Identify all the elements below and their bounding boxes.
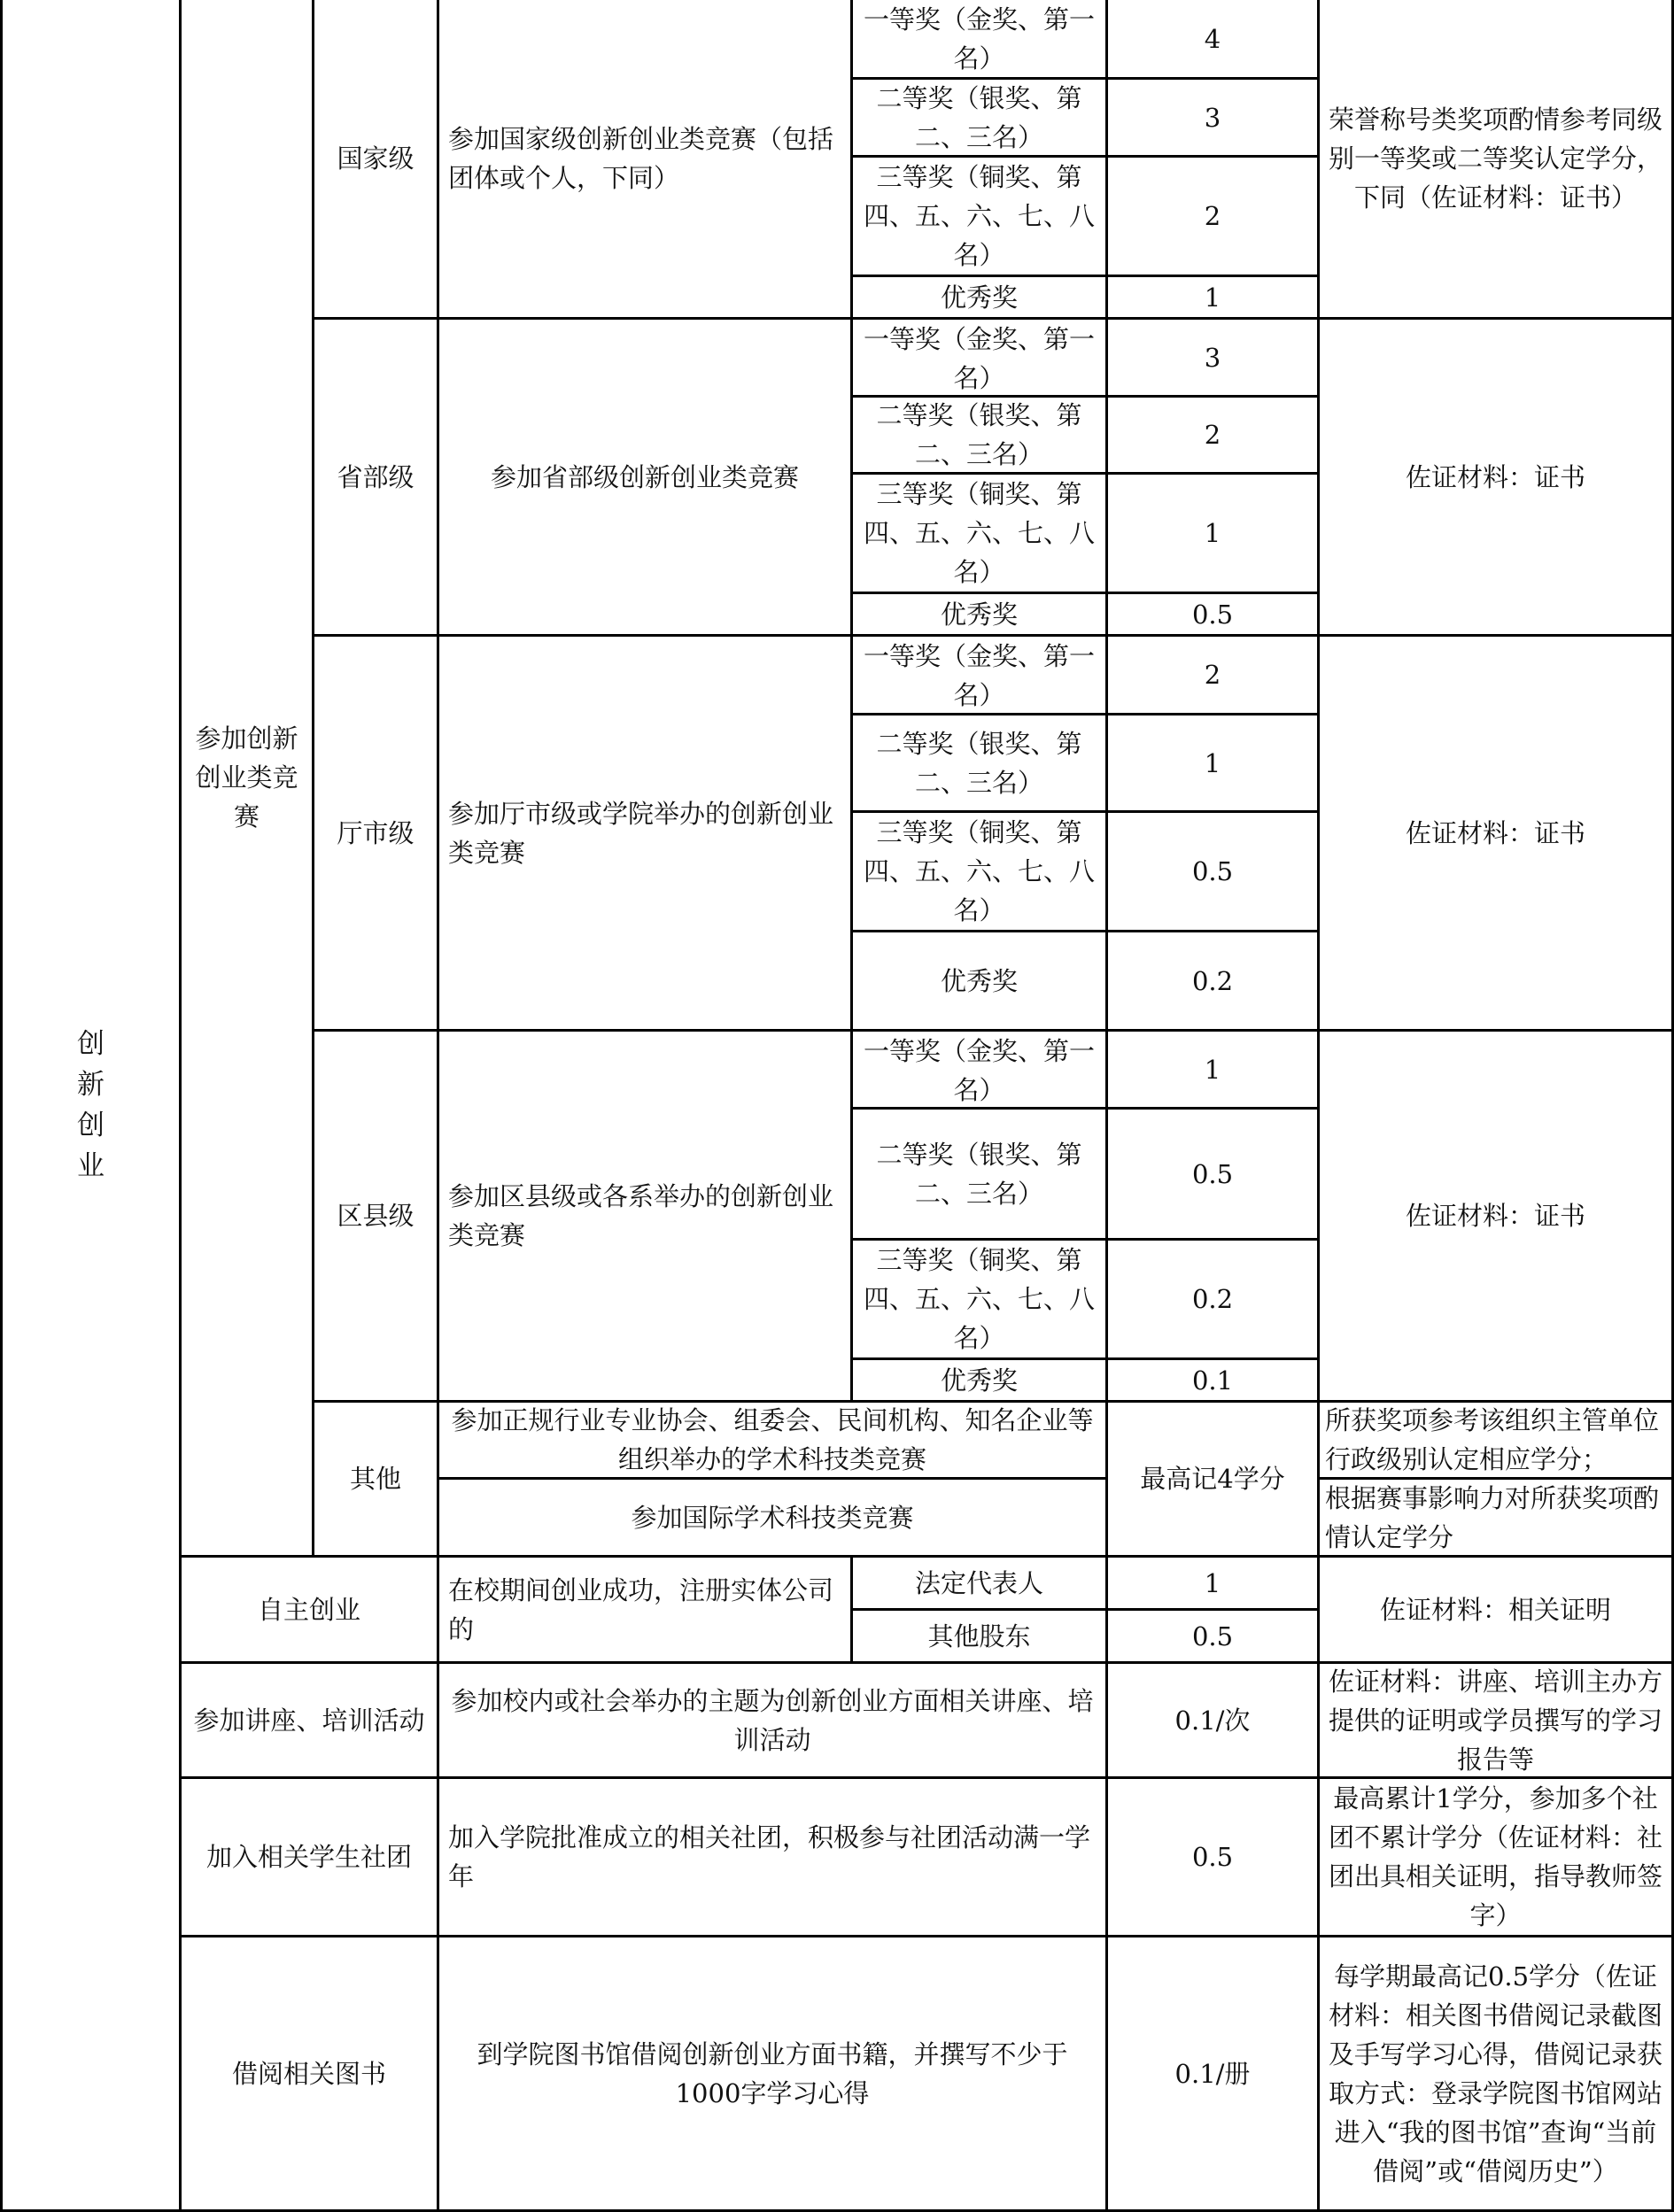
lecture-label: 参加讲座、培训活动 [193, 1705, 425, 1736]
award-score: 1 [1204, 282, 1221, 313]
category-text: 创 新 创 业 [77, 1027, 105, 1182]
award-score: 0.2 [1191, 1284, 1234, 1314]
award-name: 优秀奖 [940, 282, 1018, 313]
library-desc: 到学院图书馆借阅创新创业方面书籍，并撰写不少于1000字学习心得 [477, 2038, 1068, 2108]
desc-city: 参加厅市级或学院举办的创新创业类竞赛 [448, 798, 834, 868]
lecture-score: 0.1/次 [1174, 1705, 1251, 1736]
award-score: 2 [1204, 201, 1221, 231]
award-score: 0.5 [1191, 856, 1234, 886]
award-score: 1 [1204, 747, 1221, 778]
award-score: 0.5 [1191, 599, 1234, 630]
desc-national: 参加国家级创新创业类竞赛（包括团体或个人，下同） [448, 124, 834, 193]
club-desc: 加入学院批准成立的相关社团，积极参与社团活动满一学年 [448, 1822, 1091, 1891]
desc-other-2: 参加国际学术科技类竞赛 [631, 1502, 914, 1533]
club-note: 最高累计1学分，参加多个社团不累计学分（佐证材料：社团出具相关证明，指导教师签字） [1328, 1783, 1662, 1930]
award-score: 0.5 [1191, 1158, 1234, 1189]
award-name: 二等奖（银奖、第二、三名） [876, 1139, 1082, 1209]
award-score: 3 [1204, 342, 1221, 373]
library-label: 借阅相关图书 [231, 2058, 386, 2089]
level-county: 区县级 [337, 1201, 415, 1231]
award-score: 0.1 [1191, 1365, 1234, 1396]
note-other-1: 所获奖项参考该组织主管单位行政级别认定相应学分； [1325, 1405, 1660, 1474]
desc-other-1: 参加正规行业专业协会、组委会、民间机构、知名企业等组织举办的学术科技类竞赛 [451, 1405, 1094, 1474]
award-score: 3 [1204, 102, 1221, 133]
role-score: 0.5 [1191, 1620, 1234, 1651]
award-name: 优秀奖 [940, 599, 1018, 630]
award-name: 三等奖（铜奖、第四、五、六、七、八名） [863, 1245, 1095, 1353]
startup-label: 自主创业 [257, 1594, 360, 1625]
note-other-2: 根据赛事影响力对所获奖项酌情认定学分 [1325, 1482, 1660, 1552]
award-name: 三等奖（铜奖、第四、五、六、七、八名） [863, 162, 1095, 270]
level-national: 国家级 [337, 143, 415, 174]
award-name: 一等奖（金奖、第一名） [863, 1036, 1095, 1105]
category-label [3, 0, 179, 2209]
competition-group-label: 参加创新 创业类竞 赛 [195, 723, 298, 831]
desc-county: 参加区县级或各系举办的创新创业类竞赛 [448, 1181, 834, 1250]
lecture-desc: 参加校内或社会举办的主题为创新创业方面相关讲座、培训活动 [451, 1685, 1094, 1755]
library-note: 每学期最高记0.5学分（佐证材料：相关图书借阅记录截图及手写学习心得，借阅记录获取方式：登录学院图书馆网站进入“我的图书馆”查询“当前借阅”或“借阅历史”） [1328, 1961, 1662, 2186]
score-other: 最高记4学分 [1140, 1464, 1285, 1494]
club-score: 0.5 [1191, 1842, 1234, 1872]
role-name: 其他股东 [927, 1620, 1031, 1651]
club-label: 加入相关学生社团 [205, 1842, 412, 1872]
note-city: 佐证材料：证书 [1405, 817, 1585, 848]
level-other: 其他 [349, 1464, 401, 1494]
award-name: 三等奖（铜奖、第四、五、六、七、八名） [863, 817, 1095, 925]
note-national: 荣誉称号类奖项酌情参考同级别一等奖或二等奖认定学分，下同（佐证材料：证书） [1328, 104, 1662, 213]
award-name: 三等奖（铜奖、第四、五、六、七、八名） [863, 479, 1095, 587]
award-score: 2 [1204, 420, 1221, 450]
note-provincial: 佐证材料：证书 [1405, 461, 1585, 492]
startup-desc: 在校期间创业成功，注册实体公司的 [448, 1574, 834, 1644]
award-score: 4 [1204, 23, 1221, 54]
award-name: 二等奖（银奖、第二、三名） [876, 82, 1082, 152]
level-city: 厅市级 [337, 817, 415, 848]
library-score: 0.1/册 [1174, 2058, 1251, 2089]
startup-note: 佐证材料：相关证明 [1379, 1594, 1611, 1625]
award-name: 一等奖（金奖、第一名） [863, 641, 1095, 710]
award-name: 二等奖（银奖、第二、三名） [876, 400, 1082, 469]
role-score: 1 [1204, 1567, 1221, 1598]
award-score: 0.2 [1191, 965, 1234, 996]
note-county: 佐证材料：证书 [1405, 1201, 1585, 1231]
award-name: 优秀奖 [940, 965, 1018, 996]
award-name: 二等奖（银奖、第二、三名） [876, 728, 1082, 798]
award-score: 1 [1204, 518, 1221, 548]
lecture-note: 佐证材料：讲座、培训主办方提供的证明或学员撰写的学习报告等 [1328, 1666, 1662, 1775]
award-score: 2 [1204, 660, 1221, 690]
desc-provincial: 参加省部级创新创业类竞赛 [490, 461, 799, 492]
level-provincial: 省部级 [337, 461, 415, 492]
award-name: 一等奖（金奖、第一名） [863, 324, 1095, 393]
award-name: 一等奖（金奖、第一名） [863, 4, 1095, 73]
role-name: 法定代表人 [914, 1567, 1043, 1598]
award-name: 优秀奖 [940, 1365, 1018, 1396]
award-score: 1 [1204, 1054, 1221, 1085]
